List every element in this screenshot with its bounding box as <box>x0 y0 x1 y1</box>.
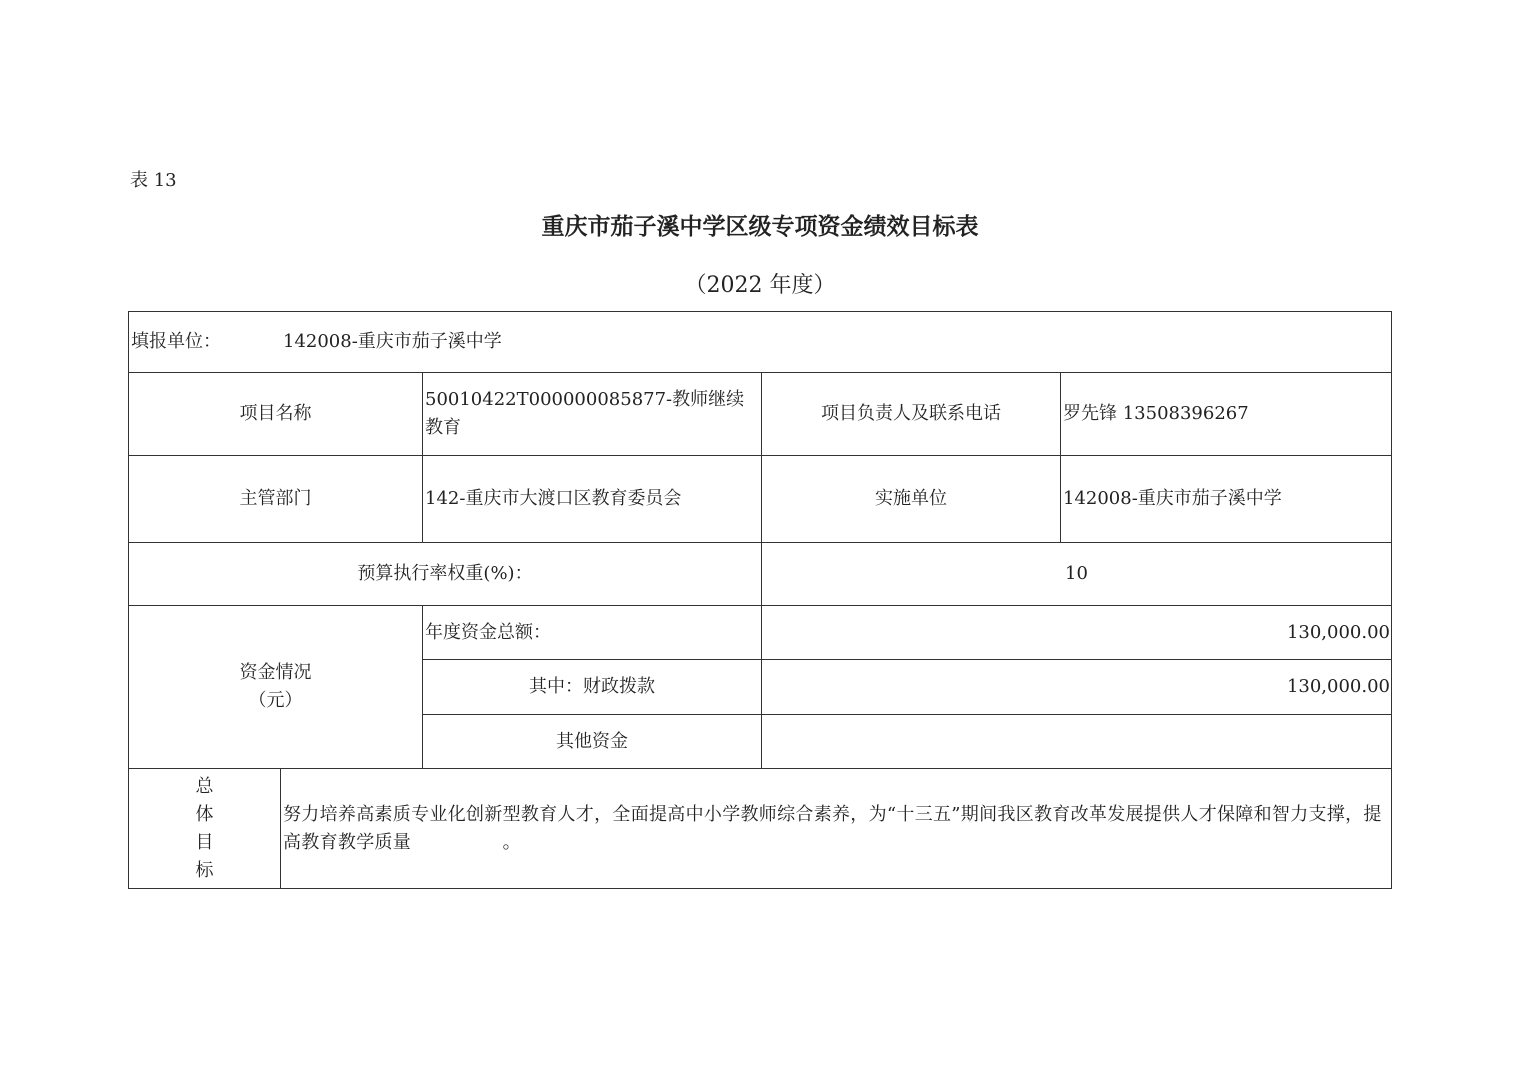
dept-value: 142-重庆市大渡口区教育委员会 <box>422 455 762 543</box>
impl-value: 142008-重庆市茄子溪中学 <box>1060 455 1392 543</box>
dept-label: 主管部门 <box>128 455 423 543</box>
fiscal-label: 其中：财政拨款 <box>422 659 762 715</box>
goal-label-char: 总 <box>195 775 214 797</box>
funds-unit: （元） <box>248 690 303 711</box>
impl-label: 实施单位 <box>761 455 1061 543</box>
project-name-value: 50010422T000000085877-教师继续教育 <box>422 372 762 456</box>
contact-label: 项目负责人及联系电话 <box>761 372 1061 456</box>
goal-text: 努力培养高素质专业化创新型教育人才，全面提高中小学教师综合素养，为“十三五”期间我区教育改革发展提供人才保障和智力支撑，提高教育教学质量 。 <box>280 768 1392 889</box>
budget-weight-label: 预算执行率权重(%)： <box>128 542 762 606</box>
goal-label <box>128 768 281 889</box>
funds-label: 资金情况 <box>239 662 312 683</box>
funds-label-cell <box>128 605 423 769</box>
page-subtitle: （2022 年度） <box>684 273 836 298</box>
other-value <box>761 714 1392 769</box>
contact-value: 罗先锋 13508396267 <box>1060 372 1392 456</box>
page-title: 重庆市茄子溪中学区级专项资金绩效目标表 <box>541 213 979 240</box>
fill-unit-row <box>128 311 1392 373</box>
fiscal-value: 130,000.00 <box>761 659 1392 715</box>
project-name-label: 项目名称 <box>128 372 423 456</box>
fill-unit-value: 142008-重庆市茄子溪中学 <box>283 331 502 352</box>
goal-label-char: 体 <box>195 803 214 825</box>
table-number: 表 13 <box>130 170 177 191</box>
annual-total-value: 130,000.00 <box>761 605 1392 660</box>
annual-total-label: 年度资金总额： <box>422 605 762 660</box>
budget-weight-value: 10 <box>761 542 1392 606</box>
goal-label-char: 标 <box>195 859 214 881</box>
fill-unit-label: 填报单位： <box>131 331 221 352</box>
goal-label-char: 目 <box>195 831 214 853</box>
other-label: 其他资金 <box>422 714 762 769</box>
